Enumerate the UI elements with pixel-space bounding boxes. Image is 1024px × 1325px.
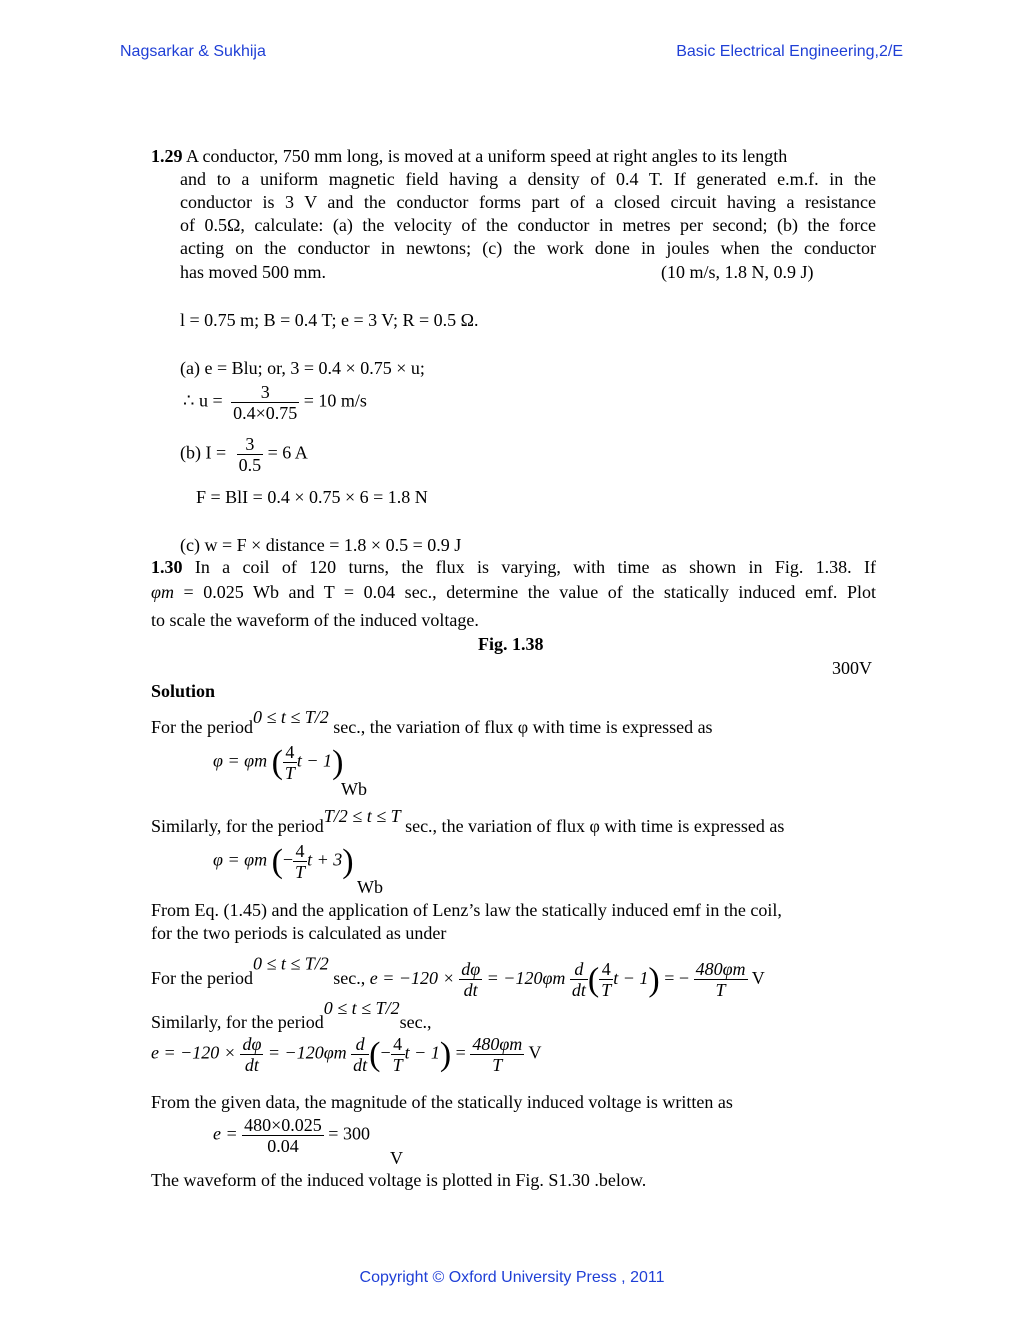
lhs: φ = φm (213, 750, 268, 771)
period1-text (151, 707, 713, 739)
fraction (599, 959, 613, 1000)
flux-equation-1 (213, 742, 343, 783)
numerator: 4 (599, 959, 613, 980)
operator: = (455, 1042, 466, 1063)
period2-text (151, 806, 785, 838)
numerator: 4 (293, 841, 307, 862)
range: 0 ≤ t ≤ T/2 (252, 953, 329, 974)
text: sec., (333, 967, 366, 988)
problem-number: 1.30 (151, 557, 183, 577)
part-b-force: F = BlI = 0.4 × 0.75 × 6 = 1.8 N (196, 487, 428, 507)
fraction (283, 742, 297, 783)
paren: ( (587, 961, 600, 998)
range: 0 ≤ t ≤ T/2 (323, 998, 400, 1018)
problem-1-30-line1 (151, 556, 876, 579)
paren: ( (369, 1036, 381, 1073)
problem-1-30-line3: to scale the waveform of the induced voltage. (151, 610, 479, 630)
unit: V (751, 967, 765, 988)
result: = 6 A (267, 442, 308, 463)
result: = 10 m/s (303, 390, 367, 411)
part-a-velocity (183, 382, 367, 423)
period4-text (151, 997, 432, 1032)
problem-text: A conductor, 750 mm long, is moved at a uniform speed at right angles to its length (186, 146, 788, 166)
numerator: 3 (231, 382, 299, 403)
lhs: e = (213, 1123, 238, 1144)
unit: V (528, 1042, 542, 1063)
text: For the period (151, 717, 253, 737)
operator: = − (664, 967, 690, 988)
denominator: 0.4×0.75 (233, 403, 298, 423)
denominator: T (492, 1055, 503, 1075)
voltage-equation (213, 1115, 370, 1156)
text: Similarly, for the period (151, 816, 324, 836)
flux-equation-1-unit: Wb (341, 779, 367, 799)
result: = 300 (328, 1123, 370, 1144)
problem-1-29-line3: conductor is 3 V and the conductor forms part of a closed circuit having a resistance (180, 192, 876, 212)
denominator: T (284, 763, 295, 783)
header-book-title: Basic Electrical Engineering,2/E (676, 43, 903, 60)
header-authors: Nagsarkar & Sukhija (120, 43, 266, 60)
problem-1-29-line5: acting on the conductor in newtons; (c) the work done in joules when the conductor (180, 238, 876, 258)
tail: t − 1 (296, 750, 333, 771)
part-b-current (180, 434, 308, 475)
text: For the period (151, 967, 253, 988)
numerator: 4 (283, 742, 297, 763)
denominator: T (392, 1055, 403, 1075)
text: Similarly, for the period (151, 1012, 324, 1032)
voltage-unit: V (390, 1148, 403, 1168)
problem-1-30-answer: 300V (832, 658, 872, 678)
solution-heading: Solution (151, 681, 216, 701)
denominator: dt (353, 1055, 368, 1075)
paren: ( (271, 744, 283, 781)
numerator: 3 (237, 434, 264, 455)
problem-1-29-line6: has moved 500 mm. (180, 262, 326, 282)
range: 0 ≤ t ≤ T/2 (252, 707, 329, 727)
numerator: d (351, 1034, 369, 1055)
given-data-line: From the given data, the magnitude of the statically induced voltage is written as (151, 1092, 733, 1112)
paren: ) (332, 744, 344, 781)
denominator: T (715, 980, 726, 1000)
lhs: ∴ u = (183, 390, 223, 411)
problem-1-29-line1 (151, 145, 876, 168)
given-values: l = 0.75 m; B = 0.4 T; e = 3 V; R = 0.5 Ω. (180, 310, 479, 330)
denominator: 0.04 (267, 1136, 299, 1156)
lhs: (b) I = (180, 442, 227, 463)
text: sec., (399, 1012, 432, 1032)
fraction (694, 959, 748, 1000)
problem-1-29-line4: of 0.5Ω, calculate: (a) the velocity of the conductor in metres per second; (b) the force (180, 215, 876, 235)
paren: ) (342, 843, 354, 880)
tail: t − 1 (613, 967, 649, 988)
footer-copyright: Copyright © Oxford University Press , 2011 (359, 1269, 665, 1286)
numerator: 480φm (695, 959, 746, 979)
emf-equation-1 (151, 945, 765, 1000)
paren: ) (439, 1036, 452, 1073)
paren: ) (648, 961, 660, 998)
paren: ( (271, 843, 283, 880)
denominator: dt (571, 980, 586, 1000)
emf-equation-2: e = −120 × $\frac{d\varphi}{dt}$ = −120φm $\frac{d}{dt}$ (− $\frac{4}{T}$ t − 1) = $\frac{480\varphi m}{T}$ V (151, 1034, 542, 1075)
denominator: T (295, 862, 306, 882)
text: sec., the variation of flux φ with time is expressed as (333, 717, 713, 737)
fraction (240, 1034, 263, 1075)
denominator: 0.5 (238, 455, 262, 475)
fraction (570, 959, 588, 1000)
flux-equation-2-unit: Wb (357, 877, 383, 897)
part-c-work: (c) w = F × distance = 1.8 × 0.5 = 0.9 J (180, 535, 462, 555)
numerator: 480×0.025 (244, 1115, 322, 1135)
fraction (459, 959, 482, 1000)
fraction (242, 1115, 324, 1156)
text: sec., the variation of flux φ with time is expressed as (405, 816, 785, 836)
problem-number: 1.29 (151, 146, 183, 166)
fraction (231, 382, 299, 423)
numerator: d (570, 959, 588, 980)
lhs: e = −120 × (151, 1042, 236, 1063)
lhs: φ = φm (213, 849, 268, 870)
fraction (391, 1034, 405, 1075)
waveform-line: The waveform of the induced voltage is plotted in Fig. S1.30 .below. (151, 1170, 647, 1190)
fraction (470, 1034, 524, 1075)
problem-1-29-line2: and to a uniform magnetic field having a density of 0.4 T. If generated e.m.f. in the (180, 169, 876, 189)
denominator: dt (463, 980, 478, 1000)
numerator: dφ (242, 1034, 262, 1054)
numerator: dφ (461, 959, 481, 979)
lhs: e = −120 × (369, 967, 455, 988)
tail: t − 1 (404, 1042, 440, 1063)
fraction (293, 841, 307, 882)
denominator: T (601, 980, 612, 1000)
numerator: 4 (391, 1034, 405, 1055)
lenz-line2: for the two periods is calculated as under (151, 923, 447, 943)
phi-m-symbol: φm (151, 582, 174, 602)
numerator: 480φm (472, 1034, 523, 1054)
problem-text: In a coil of 120 turns, the flux is varying, with time as shown in Fig. 1.38. If (194, 557, 877, 577)
problem-1-30-line2 (151, 581, 876, 604)
range: T/2 ≤ t ≤ T (323, 806, 401, 826)
fraction (351, 1034, 369, 1075)
part-a-equation: (a) e = Blu; or, 3 = 0.4 × 0.75 × u; (180, 358, 425, 378)
denominator: dt (244, 1055, 259, 1075)
tail: t + 3 (307, 849, 343, 870)
term: = −120φm (486, 967, 566, 988)
term: = −120φm (267, 1042, 347, 1063)
problem-text: = 0.025 Wb and T = 0.04 sec., determine the value of the statically induced emf. Plot (183, 582, 876, 602)
problem-1-29-answer: (10 m/s, 1.8 N, 0.9 J) (661, 262, 814, 282)
figure-caption: Fig. 1.38 (478, 634, 544, 654)
flux-equation-2: φ = φm (− $\frac{4}{T}$ t + 3) (213, 841, 354, 882)
lenz-line1: From Eq. (1.45) and the application of Lenz’s law the statically induced emf in the coil, (151, 900, 782, 920)
fraction (237, 434, 264, 475)
